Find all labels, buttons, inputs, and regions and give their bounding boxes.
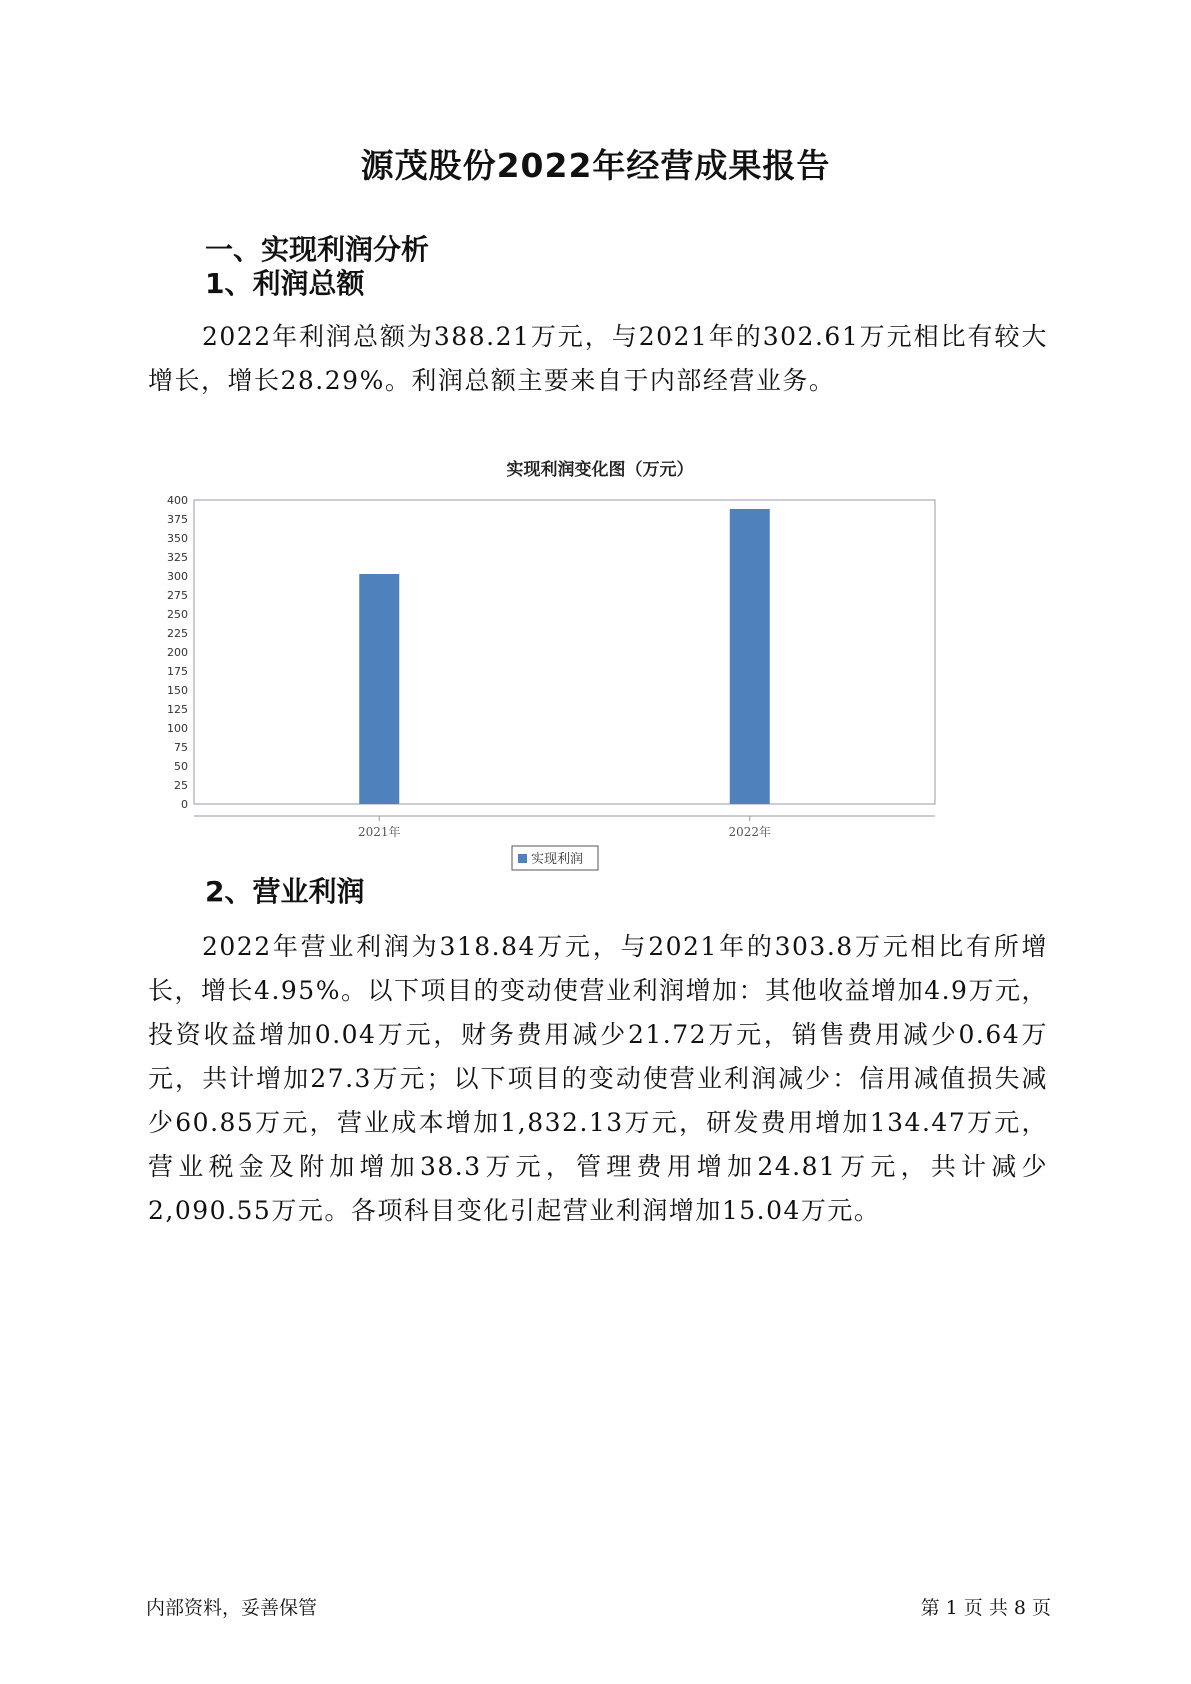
y-tick-label: 150 <box>167 684 188 697</box>
section-heading: 一、实现利润分析 <box>205 233 430 266</box>
x-tick-label: 2021年 <box>357 825 401 839</box>
y-tick-label: 175 <box>167 665 188 678</box>
y-tick-label: 300 <box>167 570 188 583</box>
paragraph-total-profit: 2022年利润总额为388.21万元，与2021年的302.61万元相比有较大增长，增长28.29%。利润总额主要来自于内部经营业务。 <box>148 322 1048 395</box>
chart-legend <box>512 846 598 870</box>
document-title: 源茂股份2022年经营成果报告 <box>360 146 831 185</box>
chart-axes <box>194 500 935 821</box>
y-tick-label: 250 <box>167 608 188 621</box>
subsection-heading-operating-profit: 2、营业利润 <box>205 875 365 908</box>
chart-title: 实现利润变化图（万元） <box>506 460 694 480</box>
y-tick-label: 25 <box>174 779 188 792</box>
bar-1 <box>730 509 770 804</box>
x-tick-label: 2022年 <box>728 825 772 839</box>
legend-swatch <box>518 854 527 863</box>
footer-page-number: 第 1 页 共 8 页 <box>920 1597 1051 1619</box>
y-tick-label: 375 <box>167 513 188 526</box>
subsection-heading-total-profit: 1、利润总额 <box>205 267 365 300</box>
y-tick-label: 350 <box>167 532 188 545</box>
y-tick-label: 125 <box>167 703 188 716</box>
y-tick-label: 100 <box>167 722 188 735</box>
bar-0 <box>359 574 399 804</box>
y-tick-label: 0 <box>181 798 188 811</box>
y-tick-label: 200 <box>167 646 188 659</box>
footer-confidential-note: 内部资料，妥善保管 <box>146 1597 318 1619</box>
y-tick-label: 275 <box>167 589 188 602</box>
plot-frame <box>194 500 935 804</box>
y-tick-label: 400 <box>167 494 188 507</box>
paragraph-operating-profit: 2022年营业利润为318.84万元，与2021年的303.8万元相比有所增长，增长4.95%。以下项目的变动使营业利润增加：其他收益增加4.9万元，投资收益增加0.04万元，财务费用减少21.72万元，销售费用减少0.64万元，共计增加27.3万元；以下项目的变动使营业利润减少：信用减值损失减少60.85万元，营业成本增加1,832.13万元，研发费用增加134.47万元，营业税金及附加增加38.3万元，管理费用增加24.81万元，共计减少2,090.55万元。各项科目变化引起营业利润增加15.04万元。 <box>148 932 1048 1225</box>
y-tick-label: 225 <box>167 627 188 640</box>
profit-chart <box>160 455 1040 905</box>
y-tick-label: 325 <box>167 551 188 564</box>
legend-label: 实现利润 <box>531 852 584 867</box>
y-tick-label: 50 <box>174 760 188 773</box>
chart-canvas <box>160 455 1040 905</box>
y-tick-label: 75 <box>174 741 188 754</box>
